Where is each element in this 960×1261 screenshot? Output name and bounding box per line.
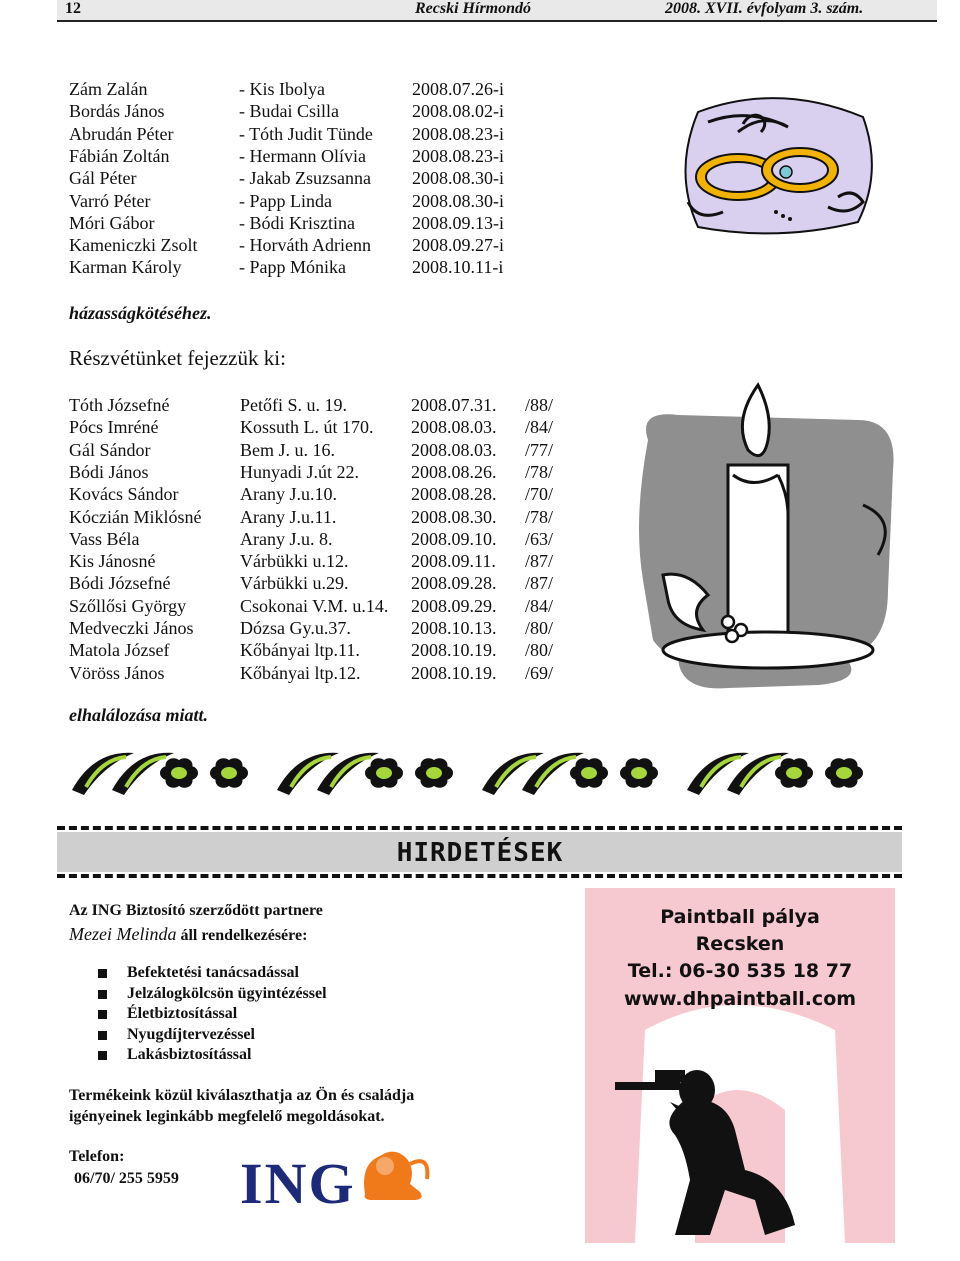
condolence-name: Matola József	[69, 640, 170, 661]
condolence-age: /80/	[525, 618, 554, 638]
condolence-date: 2008.08.03.	[411, 417, 497, 438]
condolence-address: Bem J. u. 16.	[240, 439, 336, 460]
marriage-bride: - Bódi Krisztina	[239, 212, 355, 233]
condolence-age: /84/	[525, 595, 554, 616]
marriage-groom: Bordás János	[69, 101, 165, 122]
marriage-bride: - Papp Linda	[239, 190, 332, 211]
condolence-address: Arany J.u.10.	[240, 484, 337, 505]
paintball-title: Paintball pálya	[660, 906, 820, 928]
marriage-groom: Móri Gábor	[69, 212, 155, 233]
condolence-date: 2008.08.30.	[411, 506, 497, 527]
marriage-date: 2008.09.27-i	[412, 235, 504, 256]
marriage-bride: - Budai Csilla	[239, 101, 339, 122]
marriage-groom: Karman Károly	[69, 257, 182, 278]
marriage-groom: Gál Péter	[69, 168, 137, 189]
flower-center	[375, 766, 393, 780]
condolence-name: Vass Béla	[69, 528, 140, 549]
condolence-name: Tóth Józsefné	[69, 395, 170, 415]
ing-ad-line1: Az ING Biztosító szerződött partnere	[69, 902, 323, 919]
condolence-name: Bódi Józsefné	[69, 573, 171, 594]
bullet-icon	[98, 1051, 107, 1060]
ing-service-item: Jelzálogkölcsön ügyintézéssel	[127, 984, 327, 1002]
ing-service-item: Nyugdíjtervezéssel	[127, 1025, 255, 1043]
paintball-phone: Tel.: 06-30 535 18 77	[627, 960, 853, 982]
condolence-name: Medveczki János	[69, 618, 194, 638]
paintball-player-icon	[615, 1040, 845, 1240]
marriage-date: 2008.08.30-i	[412, 190, 504, 211]
ing-service-item: Lakásbiztosítással	[127, 1046, 252, 1064]
condolence-name: Gál Sándor	[69, 439, 151, 460]
page-number: 12	[65, 0, 81, 17]
marriage-bride: - Hermann Olívia	[239, 145, 366, 166]
marriage-groom: Varró Péter	[69, 190, 151, 211]
condolence-name: Bódi János	[69, 461, 149, 482]
flower-center	[170, 766, 188, 780]
flower-center	[220, 766, 238, 780]
condolence-name: Szőllősi György	[69, 595, 187, 616]
condolence-address: Kőbányai ltp.11.	[240, 640, 360, 661]
condolence-date: 2008.09.28.	[411, 573, 497, 594]
flower-center	[785, 766, 803, 780]
condolence-address: Kossuth L. út 170.	[240, 417, 374, 438]
condolence-age: /77/	[525, 439, 554, 460]
flower-center	[630, 766, 648, 780]
marriage-bride: - Jakab Zsuzsanna	[239, 168, 371, 189]
condolence-date: 2008.10.19.	[411, 662, 497, 683]
condolence-address: Hunyadi J.út 22.	[240, 461, 359, 482]
condolences-footer: elhalálozása miatt.	[69, 705, 209, 725]
marriage-groom: Fábián Zoltán	[69, 145, 170, 166]
marriage-date: 2008.10.11-i	[412, 257, 504, 278]
condolence-date: 2008.10.19.	[411, 640, 497, 661]
condolence-age: /80/	[525, 640, 554, 661]
condolence-date: 2008.07.31.	[411, 395, 497, 415]
publication-title: Recski Hírmondó	[415, 0, 532, 17]
marriage-bride: - Papp Mónika	[239, 257, 346, 278]
marriages-footer: házasságkötéséhez.	[69, 303, 212, 323]
ing-agent-name: Mezei Melinda	[69, 924, 177, 944]
paintball-website: www.dhpaintball.com	[623, 988, 857, 1010]
condolence-age: /84/	[525, 417, 554, 438]
condolence-age: /70/	[525, 484, 554, 505]
condolence-date: 2008.09.10.	[411, 528, 497, 549]
condolence-date: 2008.08.26.	[411, 461, 497, 482]
marriage-bride: - Kis Ibolya	[239, 79, 325, 99]
decorative-border	[64, 745, 904, 800]
ing-logo-text: ING	[240, 1151, 356, 1216]
ads-heading: HIRDETÉSEK	[396, 838, 564, 868]
wedding-rings-icon	[668, 92, 888, 252]
issue-info: 2008. XVII. évfolyam 3. szám.	[665, 0, 864, 17]
flower-center	[425, 766, 443, 780]
condolence-age: /87/	[525, 573, 554, 594]
condolence-age: /69/	[525, 662, 554, 683]
marriage-groom: Zám Zalán	[69, 79, 148, 99]
condolence-age: /78/	[525, 461, 554, 482]
condolence-age: /88/	[525, 395, 554, 415]
condolence-name: Kovács Sándor	[69, 484, 179, 505]
condolence-name: Kis Jánosné	[69, 551, 156, 572]
bullet-icon	[98, 969, 107, 978]
marriage-date: 2008.08.23-i	[412, 123, 504, 144]
paintball-location: Recsken	[695, 933, 785, 955]
condolence-address: Várbükki u.12.	[240, 551, 349, 572]
condolence-address: Dózsa Gy.u.37.	[240, 618, 351, 638]
ing-service-item: Befektetési tanácsadással	[127, 964, 299, 981]
ing-phone-label: Telefon:	[69, 1148, 125, 1165]
page-header	[57, 0, 937, 22]
condolence-address: Petőfi S. u. 19.	[240, 395, 348, 415]
condolence-age: /63/	[525, 528, 554, 549]
ing-lion-icon	[355, 1144, 435, 1202]
condolence-name: Pócs Imréné	[69, 417, 159, 438]
condolence-date: 2008.08.28.	[411, 484, 497, 505]
ing-phone: 06/70/ 255 5959	[74, 1170, 179, 1187]
ing-ad-para1: Termékeink közül kiválaszthatja az Ön és családja	[69, 1087, 415, 1104]
flower-center	[580, 766, 598, 780]
marriage-date: 2008.08.23-i	[412, 145, 504, 166]
marriage-bride: - Horváth Adrienn	[239, 235, 371, 256]
candle-icon	[608, 380, 908, 700]
condolence-name: Vöröss János	[69, 662, 165, 683]
marriage-date: 2008.08.30-i	[412, 168, 504, 189]
condolence-address: Arany J.u. 8.	[240, 528, 333, 549]
condolence-address: Kőbányai ltp.12.	[240, 662, 361, 683]
dashed-divider-bottom	[57, 874, 902, 882]
condolence-date: 2008.09.29.	[411, 595, 497, 616]
ing-service-item: Életbiztosítással	[127, 1005, 238, 1023]
condolence-date: 2008.08.03.	[411, 439, 497, 460]
condolences-heading: Részvétünket fejezzük ki:	[69, 346, 286, 370]
condolence-date: 2008.09.11.	[411, 551, 496, 572]
marriage-date: 2008.07.26-i	[412, 79, 504, 99]
flower-center	[835, 766, 853, 780]
marriage-groom: Kameniczki Zsolt	[69, 235, 198, 256]
condolence-age: /78/	[525, 506, 554, 527]
condolence-address: Csokonai V.M. u.14.	[240, 595, 389, 616]
condolence-age: /87/	[525, 551, 554, 572]
ing-ad-line2: áll rendelkezésére:	[176, 927, 308, 944]
condolence-address: Várbükki u.29.	[240, 573, 349, 594]
marriage-date: 2008.08.02-i	[412, 101, 504, 122]
bullet-icon	[98, 990, 107, 999]
ing-ad-para2: igényeinek leginkább megfelelő megoldásokat.	[69, 1108, 385, 1125]
condolence-address: Arany J.u.11.	[240, 506, 337, 527]
marriage-groom: Abrudán Péter	[69, 123, 174, 144]
marriage-date: 2008.09.13-i	[412, 212, 504, 233]
marriage-bride: - Tóth Judit Tünde	[239, 123, 373, 144]
bullet-icon	[98, 1031, 107, 1040]
bullet-icon	[98, 1010, 107, 1019]
condolence-date: 2008.10.13.	[411, 618, 497, 638]
condolence-name: Kóczián Miklósné	[69, 506, 202, 527]
